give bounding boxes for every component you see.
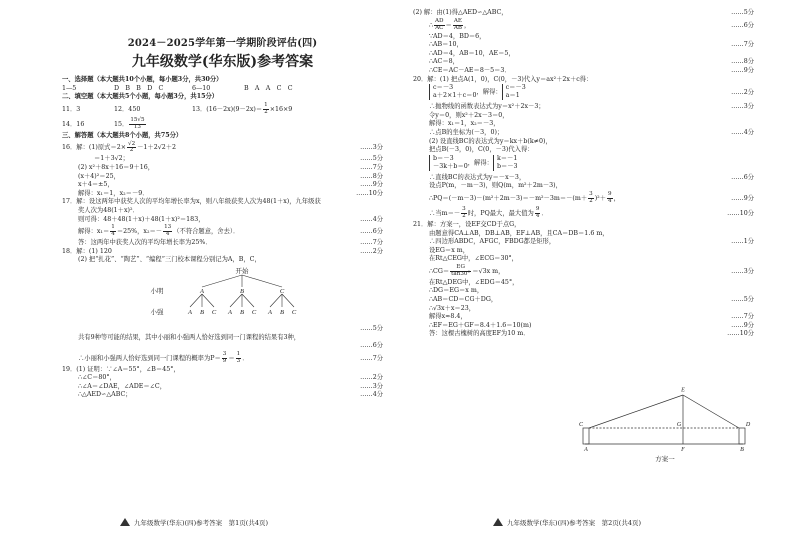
- q19-line5: (2) 解：由(1)得△AED∽△ABC， ……5分: [413, 9, 754, 16]
- q21-line7: 在Rt△DEG中，∠EDG＝45°，: [429, 278, 519, 286]
- q21-line1: 21．解：方案一，设EF交CD于点G，: [413, 220, 521, 228]
- q17-line1: 17．解：设这两年中获奖人次的平均年增长率为x，则八年级获奖人次为48(1＋x)，九年级获: [62, 198, 321, 206]
- left-footer: 九年级数学(华东)(四)参考答案 第1页(共4页): [120, 518, 268, 527]
- q20-line6: ∴点B的坐标为(－3，0)； ……4分: [429, 128, 754, 136]
- q21-line4: 设EG＝x m，: [429, 246, 470, 254]
- q19-line3: ∴∠A＝∠DAE，∠ADE＝∠C， ……3分: [78, 382, 383, 390]
- svg-text:C: C: [251, 308, 257, 316]
- svg-text:B: B: [240, 308, 244, 316]
- q21-line3: ∴四边形ABDC，AFGC，FBDG都是矩形， ……1分: [429, 238, 754, 246]
- q21-line6: ∴CG＝ $\frac{EG}{\tan 30^\circ}$ ＝√3x m， ……3分: [429, 264, 754, 277]
- q20-system2: b＝－3 －3k＋b＝0，解得：k＝－1 b＝－3: [413, 155, 754, 174]
- q19-line6: ∴ $\frac{AD}{AC}$ ＝ $\frac{AE}{AB}$ ， ……6分: [429, 17, 754, 31]
- choice-answers: 1—5 D B B D C 6—10 B A A C C: [62, 84, 293, 92]
- label-c: C: [578, 422, 584, 428]
- logo-triangle-icon: [493, 518, 503, 526]
- tree-lines: [62, 267, 382, 323]
- fill-answers-row2: 14．16 15． $\frac{15√5}{13}$: [62, 116, 145, 130]
- answer-title: 九年级数学(华东版)参考答案: [131, 54, 314, 70]
- section-fill-heading: 二、填空题（本大题共5个小题，每小题3分，共15分）: [62, 93, 219, 101]
- q21-line10: ∴√3x＋x＝23，: [429, 304, 476, 312]
- q19-line9: ∴AD＝4，AB＝10，AE＝5，: [429, 49, 515, 57]
- q16-line2: ＝1＋3√2； ……5分: [94, 155, 383, 163]
- scheme-one-figure: [575, 387, 755, 464]
- fill-answers-row1: 11．3 12．450 13．(16－2x)(9－2x)＝ $\frac{1}{2}$ ×16×9: [62, 101, 293, 115]
- tree-root: 开始: [235, 267, 249, 275]
- q21-line5: 在Rt△CEG中，∠ECG＝30°，: [429, 255, 518, 263]
- q17-line3: 则可得：48＋48(1＋x)＋48(1＋x)²＝183， ……4分: [78, 215, 383, 223]
- q20-line13: ∴当m＝－ $\frac{3}{2}$ 时，PQ最大，最大值为 $\frac{9}{4}$ ． ……10分: [429, 206, 754, 219]
- q18-line3: 共有9种等可能的结果，其中小丽和小强两人恰好选到同一门课程的结果有3种，: [78, 333, 301, 341]
- tree-diagram: [62, 267, 383, 323]
- section-choice-heading: 一、选择题（本大题共10个小题，每小题3分，共30分）: [62, 76, 223, 83]
- svg-text:C: C: [211, 308, 217, 316]
- right-page: [397, 0, 794, 543]
- q16-line6: 解得：x₁＝1，x₂＝－9． ……10分: [78, 189, 383, 197]
- q21-line11: 解得x≈8.4， ……7分: [429, 313, 754, 321]
- tree-level2-label: 小强: [150, 308, 164, 316]
- q21-line9: ∴AB＝CD＝CG＋DG， ……5分: [429, 296, 754, 304]
- q18-line4: ∴小丽和小强两人恰好选到同一门课程的概率为P＝ $\frac{3}{9}$ ＝ $\frac{1}{3}$ ． ……7分: [78, 350, 383, 364]
- q17-line4: 解得：x₁＝ $\frac{1}{4}$ ＝25%，x₂＝－ $\frac{13}{4}$ （不符合题意，舍去）． ……6分: [78, 224, 383, 238]
- tree-node-c: C: [279, 287, 285, 295]
- q20-line11: 设点P(m，－m－3)，则Q(m，m²＋2m－3)，: [429, 182, 562, 190]
- q19-line11: ∴CE＝AC－AE＝8－5＝3． ……9分: [429, 66, 754, 74]
- svg-text:B: B: [280, 308, 284, 316]
- label-b: B: [740, 447, 744, 453]
- right-footer: 九年级数学(华东)(四)参考答案 第2页(共4页): [493, 518, 641, 527]
- q20-line7: (2) 设直线BC的表达式为y＝kx＋b(k≠0)，: [429, 137, 552, 145]
- section-solve-heading: 三、解答题（本大题共8个小题，共75分）: [62, 131, 183, 139]
- label-e: E: [681, 387, 685, 394]
- q18-line1: 18．解：(1) 120 ……2分: [62, 247, 383, 255]
- svg-text:A: A: [228, 308, 232, 316]
- q19-line7: ∵AD＝4，BD＝6，: [429, 32, 486, 40]
- q19-line8: ∴AB＝10， ……7分: [429, 41, 754, 49]
- q20-line3: ∴抛物线的函数表达式为y＝x²＋2x－3； ……3分: [429, 103, 754, 111]
- q20-line8: 把点B(－3，0)，C(0，－3)代入得：: [429, 146, 534, 154]
- label-d: D: [745, 422, 751, 428]
- q19-line1: 19．(1) 证明：∵∠A＝55°，∠B＝45°，: [62, 365, 180, 373]
- q20-line5: 解得：x₁＝1，x₂＝－3，: [429, 120, 500, 128]
- figure-caption: 方案一: [655, 456, 675, 463]
- q16-line3: (2) x²＋8x＋16＝9＋16， ……7分: [78, 163, 383, 171]
- label-a: A: [584, 447, 588, 453]
- tree-node-a: A: [200, 287, 204, 295]
- q20-system1: c＝－3 a＋2×1＋c＝0，解得：c＝－3 a＝1 ……2分: [413, 84, 754, 103]
- q18-score-5: ……5分: [360, 324, 383, 332]
- q20-line4: 令y＝0，则x²＋2x－3＝0，: [429, 111, 509, 119]
- q16-line4: (x＋4)²＝25， ……8分: [78, 172, 383, 180]
- q20-line12: ∴PQ＝(－m－3)－(m²＋2m－3)＝－m²－3m＝－(m＋ $\frac{3}{2}$ )²＋ $\frac{9}{4}$ ， ……9分: [429, 191, 754, 204]
- q20-line1: 20．解：(1) 把点A(1，0)，C(0，－3)代入y＝ax²＋2x＋c得：: [413, 75, 593, 83]
- q21-line8: ∴DG＝EG＝x m，: [429, 287, 484, 295]
- q19-line4: ∴△AED∽△ABC； ……4分: [78, 391, 383, 399]
- q18-score-6: ……6分: [360, 342, 383, 350]
- svg-text:C: C: [291, 308, 297, 316]
- logo-triangle-icon: [120, 518, 130, 526]
- q16-line1: 16．解：(1)原式＝2× $\frac{√2}{2}$ －1＋2√2＋2 ……3分: [62, 140, 383, 154]
- q21-line2: 由题意得CA⊥AB，DB⊥AB，EF⊥AB，且CA＝DB＝1.6 m，: [429, 229, 609, 237]
- q18-line2: (2) 把“扎花”、“陶艺”、“编程”三门校本课程分别记为A，B，C，: [78, 256, 261, 264]
- svg-text:A: A: [188, 308, 192, 316]
- q21-line13: 答：这棵古槐树的高度EF为10 m． ……10分: [429, 330, 754, 338]
- q19-line10: ∴AC＝8， ……8分: [429, 58, 754, 66]
- q19-line2: ∴∠C＝80°， ……2分: [78, 374, 383, 382]
- label-f: F: [681, 447, 685, 453]
- tree-level1-label: 小明: [150, 287, 164, 295]
- q20-line10: ∴直线BC的表达式为y＝－x－3， ……6分: [429, 173, 754, 181]
- svg-text:A: A: [268, 308, 272, 316]
- exam-title: 2024－2025学年第一学期阶段评估(四): [127, 38, 318, 49]
- label-g: G: [676, 422, 682, 428]
- tree-node-b: B: [240, 287, 244, 295]
- q17-line5: 答：这两年中获奖人次的平均年增长率为25%． ……7分: [78, 239, 383, 247]
- q21-line12: ∴EF＝EG＋GF＝8.4＋1.6＝10(m) ……9分: [429, 321, 754, 329]
- q17-line2: 奖人次为48(1＋x)²．: [78, 206, 139, 214]
- svg-text:B: B: [200, 308, 204, 316]
- q16-line5: x＋4＝±5， ……9分: [78, 181, 383, 189]
